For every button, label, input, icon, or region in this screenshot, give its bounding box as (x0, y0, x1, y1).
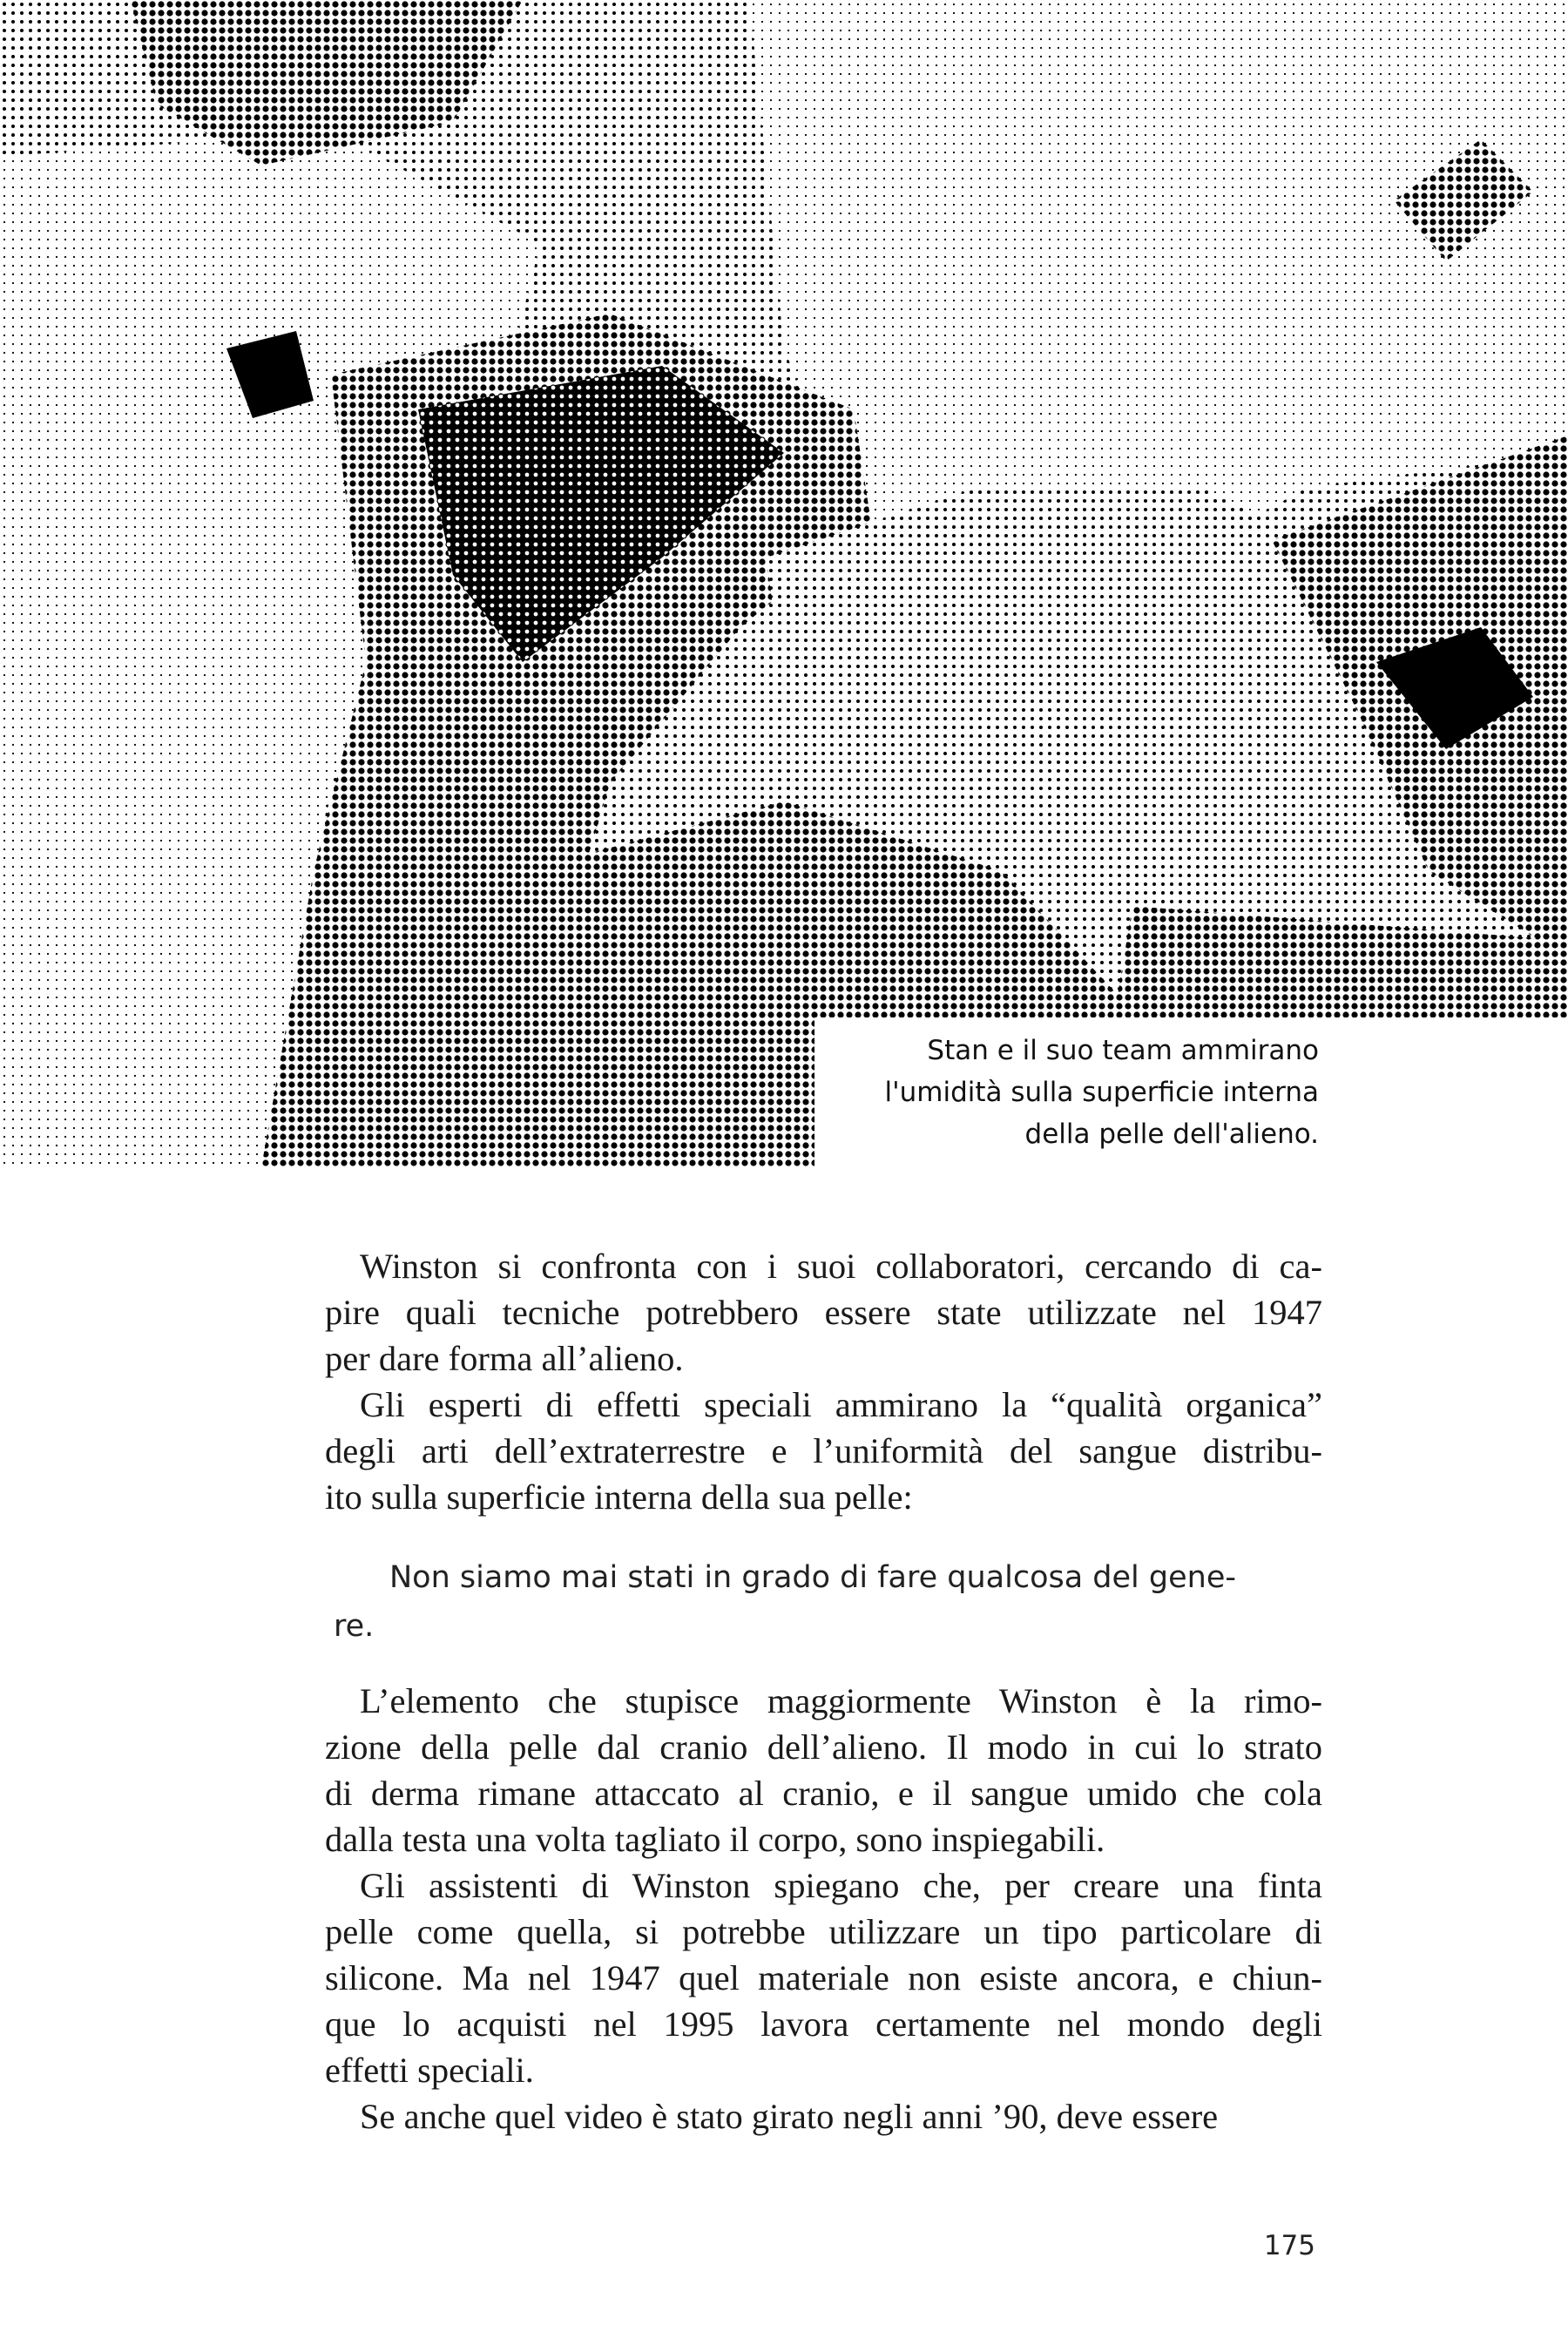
paragraph (325, 1678, 1322, 1862)
body-text-bottom (325, 1678, 1322, 2139)
block-quote (334, 1553, 1292, 1651)
text-line: degli arti dell’extraterrestre e l’uniformità del sangue distribu- (325, 1431, 1322, 1470)
halftone-photo (0, 0, 1568, 1167)
caption-line: Stan e il suo team ammirano (927, 1035, 1319, 1066)
paragraph (325, 1243, 1322, 1382)
text-line: L’elemento che stupisce maggiormente Winston è la rimo- (360, 1681, 1322, 1720)
body-text-top (325, 1243, 1322, 1520)
photo-caption (814, 1017, 1568, 1167)
text-line: que lo acquisti nel 1995 lavora certamente nel mondo degli (325, 2004, 1322, 2044)
photo-illustration (0, 0, 1568, 1167)
text-line: zione della pelle dal cranio dell’alieno. Il modo in cui lo strato (325, 1727, 1322, 1767)
text-line: silicone. Ma nel 1947 quel materiale non esiste ancora, e chiun- (325, 1958, 1322, 1997)
text-line: Winston si confronta con i suoi collaboratori, cercando di ca- (360, 1247, 1322, 1286)
caption-line: l'umidità sulla superficie interna (884, 1077, 1319, 1108)
text-line: pelle come quella, si potrebbe utilizzare un tipo particolare di (325, 1912, 1322, 1951)
quote-line: re. (334, 1609, 375, 1644)
caption-line: della pelle dell'alieno. (1024, 1119, 1319, 1150)
text-line: di derma rimane attaccato al cranio, e il sangue umido che cola (325, 1774, 1322, 1813)
text-line: Gli esperti di effetti speciali ammirano la “qualità organica” (360, 1385, 1322, 1424)
paragraph (325, 1862, 1322, 2093)
text-line: pire quali tecniche potrebbero essere state utilizzate nel 1947 (325, 1293, 1322, 1332)
text-line: Se anche quel video è stato girato negli anni ’90, deve essere (360, 2097, 1219, 2136)
text-line: dalla testa una volta tagliato il corpo, sono inspiegabili. (325, 1820, 1105, 1859)
text-line: Gli assistenti di Winston spiegano che, per creare una finta (360, 1866, 1322, 1905)
text-line: per dare forma all’alieno. (325, 1339, 684, 1378)
paragraph (325, 2093, 1322, 2139)
text-line: ito sulla superficie interna della sua pelle: (325, 1477, 913, 1517)
paragraph (325, 1382, 1322, 1520)
quote-line: Non siamo mai stati in grado di fare qualcosa del gene- (389, 1560, 1237, 1595)
text-line: effetti speciali. (325, 2051, 534, 2090)
page-number: 175 (1263, 2230, 1315, 2261)
